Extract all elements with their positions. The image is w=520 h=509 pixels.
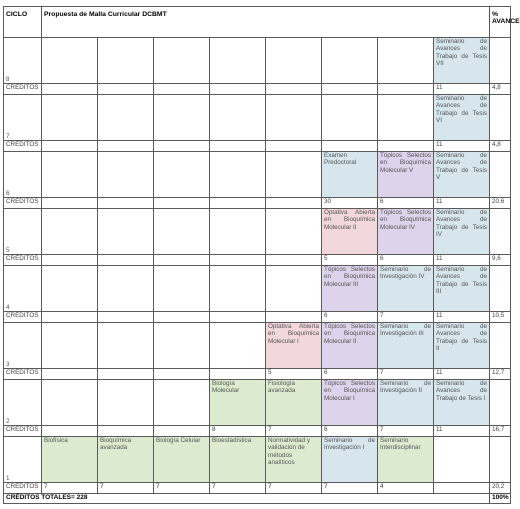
course-cell: Seminario de Avances de Trabajo de Tesis IV xyxy=(434,209,490,255)
course-cell xyxy=(266,152,322,198)
creditos-row xyxy=(4,84,511,95)
avance-value: 20,6 xyxy=(490,198,511,209)
credit-value xyxy=(42,141,98,152)
credit-value: 7 xyxy=(98,483,154,494)
course-cell xyxy=(42,152,98,198)
avance-value: 16,7 xyxy=(490,426,511,437)
credit-value: 11 xyxy=(434,141,490,152)
credit-value: 7 xyxy=(154,483,210,494)
credit-value xyxy=(154,198,210,209)
creditos-row xyxy=(4,483,511,494)
course-cell xyxy=(98,266,154,312)
course-cell xyxy=(154,152,210,198)
course-cell xyxy=(154,323,210,369)
course-cell xyxy=(210,95,266,141)
ciclo-row xyxy=(4,380,511,426)
course-cell xyxy=(42,209,98,255)
course-cell: Seminario de Avances de Trabajo de Tesis VI xyxy=(434,95,490,141)
course-cell xyxy=(378,38,434,84)
credit-value xyxy=(42,312,98,323)
ciclo-number: 1 xyxy=(4,437,42,483)
course-cell xyxy=(42,266,98,312)
avance-empty-cell xyxy=(490,95,511,141)
credit-value xyxy=(266,84,322,95)
ciclo-row xyxy=(4,323,511,369)
course-cell: Seminario de Avances de Trabajo de Tesis I xyxy=(434,380,490,426)
totals-row xyxy=(4,494,511,504)
credit-value xyxy=(266,312,322,323)
course-cell xyxy=(154,38,210,84)
course-cell xyxy=(434,437,490,483)
credit-value xyxy=(98,312,154,323)
ciclo-number: 5 xyxy=(4,209,42,255)
credit-value: 11 xyxy=(434,84,490,95)
header-avance: % AVANCE xyxy=(490,7,511,38)
creditos-label: CRÉDITOS xyxy=(4,483,42,494)
course-cell xyxy=(42,323,98,369)
course-cell: Bioestadística xyxy=(210,437,266,483)
credit-value xyxy=(210,255,266,266)
ciclo-row xyxy=(4,95,511,141)
credit-value xyxy=(154,369,210,380)
credit-value: 7 xyxy=(210,483,266,494)
course-cell xyxy=(378,95,434,141)
ciclo-number: 3 xyxy=(4,323,42,369)
course-cell xyxy=(266,95,322,141)
course-cell: Seminario de Investigación I xyxy=(322,437,378,483)
credit-value xyxy=(322,84,378,95)
credit-value: 7 xyxy=(378,426,434,437)
course-cell xyxy=(210,152,266,198)
avance-empty-cell xyxy=(490,209,511,255)
credit-value xyxy=(154,84,210,95)
total-avance: 100% xyxy=(490,494,511,504)
ciclo-number: 4 xyxy=(4,266,42,312)
credit-value: 7 xyxy=(378,369,434,380)
avance-empty-cell xyxy=(490,152,511,198)
credit-value xyxy=(266,141,322,152)
credit-value: 11 xyxy=(434,198,490,209)
creditos-row xyxy=(4,369,511,380)
course-cell xyxy=(322,95,378,141)
course-cell: Tópicos Selectos en Bioquímica Molecular III xyxy=(322,266,378,312)
course-cell xyxy=(210,266,266,312)
ciclo-row xyxy=(4,266,511,312)
course-cell: Normatividad y validación de métodos analíticos xyxy=(266,437,322,483)
credit-value: 6 xyxy=(378,255,434,266)
creditos-label: CRÉDITOS xyxy=(4,369,42,380)
course-cell: Biología Celular xyxy=(154,437,210,483)
credit-value: 7 xyxy=(266,483,322,494)
credit-value: 11 xyxy=(434,426,490,437)
avance-empty-cell xyxy=(490,323,511,369)
course-cell: Examen Predoctoral xyxy=(322,152,378,198)
credit-value xyxy=(154,312,210,323)
credit-value: 6 xyxy=(322,426,378,437)
course-cell xyxy=(42,380,98,426)
avance-value: 9,6 xyxy=(490,255,511,266)
creditos-label: CRÉDITOS xyxy=(4,198,42,209)
avance-empty-cell xyxy=(490,266,511,312)
credit-value xyxy=(322,141,378,152)
course-cell: Seminario de Investigación III xyxy=(378,323,434,369)
course-cell: Tópicos Selectos en Bioquímica Molecular I xyxy=(322,380,378,426)
ciclo-row xyxy=(4,152,511,198)
creditos-label: CRÉDITOS xyxy=(4,426,42,437)
credit-value: 7 xyxy=(266,426,322,437)
course-cell: Seminario Interdisciplinar xyxy=(378,437,434,483)
credit-value xyxy=(154,141,210,152)
course-cell xyxy=(210,209,266,255)
course-cell: Seminario de Investigación IV xyxy=(378,266,434,312)
course-cell: Tópicos Selectos en Bioquímica Molecular V xyxy=(378,152,434,198)
credit-value xyxy=(154,255,210,266)
credit-value: 8 xyxy=(210,426,266,437)
credit-value: 7 xyxy=(378,312,434,323)
ciclo-number: 8 xyxy=(4,38,42,84)
credit-value xyxy=(42,255,98,266)
credit-value xyxy=(42,84,98,95)
creditos-row xyxy=(4,312,511,323)
credit-value xyxy=(42,198,98,209)
credit-value xyxy=(154,426,210,437)
ciclo-row xyxy=(4,209,511,255)
creditos-row xyxy=(4,141,511,152)
course-cell: Tópicos Selectos en Bioquímica Molecular II xyxy=(322,323,378,369)
course-cell xyxy=(154,95,210,141)
avance-empty-cell xyxy=(490,437,511,483)
course-cell: Seminario de Avances de Trabajo de Tesis II xyxy=(434,323,490,369)
course-cell xyxy=(154,380,210,426)
ciclo-number: 7 xyxy=(4,95,42,141)
credit-value: 4 xyxy=(378,483,434,494)
creditos-label: CRÉDITOS xyxy=(4,84,42,95)
course-cell: Biofísica xyxy=(42,437,98,483)
ciclo-row xyxy=(4,437,511,483)
course-cell: Seminario de Avances de Trabajo de Tesis V xyxy=(434,152,490,198)
course-cell xyxy=(210,38,266,84)
credit-value: 7 xyxy=(322,483,378,494)
avance-value: 20,2 xyxy=(490,483,511,494)
credit-value xyxy=(434,483,490,494)
course-cell xyxy=(154,209,210,255)
credit-value xyxy=(378,84,434,95)
creditos-row xyxy=(4,426,511,437)
avance-value: 4,8 xyxy=(490,84,511,95)
avance-value: 10,5 xyxy=(490,312,511,323)
credit-value: 11 xyxy=(434,369,490,380)
credit-value xyxy=(98,198,154,209)
avance-value: 12,7 xyxy=(490,369,511,380)
course-cell: Bioquímica avanzada xyxy=(98,437,154,483)
credit-value: 5 xyxy=(322,255,378,266)
course-cell xyxy=(210,323,266,369)
credit-value xyxy=(266,255,322,266)
course-cell xyxy=(42,95,98,141)
credit-value xyxy=(210,198,266,209)
course-cell xyxy=(154,266,210,312)
course-cell xyxy=(266,38,322,84)
ciclo-number: 6 xyxy=(4,152,42,198)
credit-value: 11 xyxy=(434,255,490,266)
credit-value xyxy=(210,312,266,323)
credit-value xyxy=(42,426,98,437)
creditos-label: CRÉDITOS xyxy=(4,255,42,266)
credit-value xyxy=(98,84,154,95)
course-cell xyxy=(322,38,378,84)
credit-value xyxy=(98,426,154,437)
course-cell: Seminario de Avances de Trabajo de Tesis III xyxy=(434,266,490,312)
credit-value xyxy=(266,198,322,209)
total-credits-label: CRÉDITOS TOTALES= 228 xyxy=(4,494,490,504)
course-cell xyxy=(42,38,98,84)
table-title: Propuesta de Malla Curricular DCBMT xyxy=(42,7,490,38)
credit-value xyxy=(42,369,98,380)
credit-value: 11 xyxy=(434,312,490,323)
course-cell: Biología Molecular xyxy=(210,380,266,426)
credit-value xyxy=(98,255,154,266)
course-cell xyxy=(266,209,322,255)
creditos-label: CRÉDITOS xyxy=(4,312,42,323)
course-cell: Fisiología avanzada xyxy=(266,380,322,426)
ciclo-row xyxy=(4,38,511,84)
avance-value: 4,8 xyxy=(490,141,511,152)
credit-value xyxy=(98,141,154,152)
credit-value xyxy=(98,369,154,380)
credit-value xyxy=(210,84,266,95)
course-cell: Seminario de Avances de Trabajo de Tesis VII xyxy=(434,38,490,84)
course-cell xyxy=(98,380,154,426)
header-ciclo: CICLO xyxy=(4,7,42,38)
avance-empty-cell xyxy=(490,380,511,426)
credit-value xyxy=(210,141,266,152)
course-cell: Optativa Abierta en Bioquímica Molecular II xyxy=(322,209,378,255)
credit-value xyxy=(210,369,266,380)
creditos-row xyxy=(4,255,511,266)
credit-value xyxy=(378,141,434,152)
credit-value: 6 xyxy=(322,312,378,323)
header-row xyxy=(4,7,511,38)
curriculum-table xyxy=(3,6,520,504)
credit-value: 6 xyxy=(322,369,378,380)
course-cell xyxy=(98,95,154,141)
ciclo-number: 2 xyxy=(4,380,42,426)
course-cell xyxy=(98,323,154,369)
credit-value: 6 xyxy=(378,198,434,209)
course-cell: Optativa Abierta en Bioquímica Molecular I xyxy=(266,323,322,369)
credit-value: 7 xyxy=(42,483,98,494)
course-cell xyxy=(98,38,154,84)
course-cell: Seminario de Investigación II xyxy=(378,380,434,426)
credit-value: 5 xyxy=(266,369,322,380)
course-cell xyxy=(98,209,154,255)
course-cell xyxy=(98,152,154,198)
avance-empty-cell xyxy=(490,38,511,84)
credit-value: 30 xyxy=(322,198,378,209)
course-cell: Tópicos Selectos en Bioquímica Molecular IV xyxy=(378,209,434,255)
creditos-row xyxy=(4,198,511,209)
course-cell xyxy=(266,266,322,312)
creditos-label: CRÉDITOS xyxy=(4,141,42,152)
